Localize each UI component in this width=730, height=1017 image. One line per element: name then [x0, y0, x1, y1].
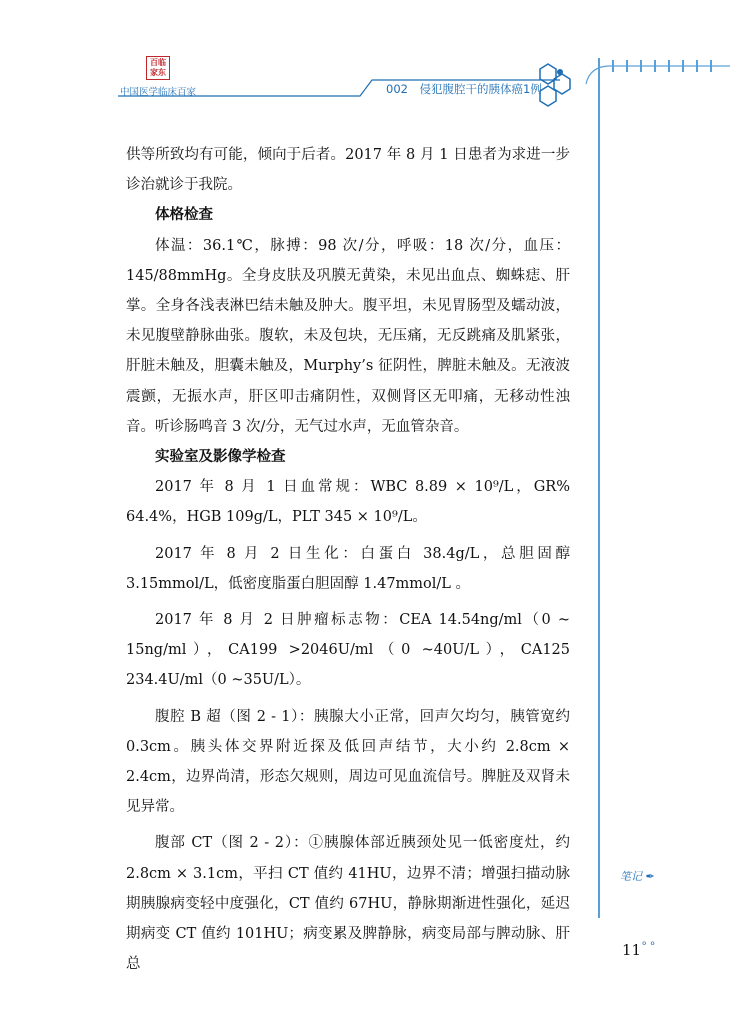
paragraph-continuation: 供等所致均有可能，倾向于后者。2017 年 8 月 1 日患者为求进一步诊治就诊于我院。	[126, 147, 570, 194]
page-body	[126, 140, 570, 979]
paragraph-blood-routine: 2017 年 8 月 1 日血常规：WBC 8.89 × 10⁹/L，GR% 64.4%，HGB 109g/L，PLT 345 × 10⁹/L。	[126, 479, 570, 526]
series-title: 中国医学临床百家	[120, 87, 197, 98]
header-decoration	[0, 0, 730, 110]
paragraph-tumor-markers: 2017 年 8 月 2 日肿瘤标志物：CEA 14.54ng/ml（0 ~ 15ng/ml），CA199 >2046U/ml（0 ~40U/L），CA125 234.4U/ml（0 ~35U/L）。	[126, 612, 570, 689]
notes-label: 笔记	[620, 870, 642, 883]
page-number: 11	[622, 941, 642, 959]
paragraph-ct: 腹部 CT（图 2 - 2）：①胰腺体部近胰颈处见一低密度灶，约 2.8cm × 3.1cm，平扫 CT 值约 41HU，边界不清；增强扫描动脉期胰腺病变轻中度强化，CT 值约 67HU，静脉期渐进性强化，延迟期病变 CT 值约 101HU；病变累及脾静脉，病变局部与脾动脉、肝总	[126, 835, 570, 973]
paragraph-ultrasound: 腹腔 B 超（图 2 - 1）：胰腺大小正常，回声欠均匀，胰管宽约 0.3cm。胰头体交界附近探及低回声结节，大小约 2.8cm × 2.4cm，边界尚清，形态欠规则，周边可见血流信号。脾脏及双肾未见异常。	[126, 708, 570, 816]
chapter-title: 002 侵犯腹腔干的胰体癌1例	[386, 82, 542, 96]
paragraph-physical-exam: 体温：36.1℃，脉搏：98 次/分，呼吸：18 次/分，血压：145/88mmHg。全身皮肤及巩膜无黄染，未见出血点、蜘蛛痣、肝掌。全身各浅表淋巴结未触及肿大。腹平坦，未见胃肠型及蠕动波，未见腹壁静脉曲张。腹软，未及包块，无压痛，无反跳痛及肌紧张，肝脏未触及，胆囊未触及，Murphy’s 征阴性，脾脏未触及。无液波震颤，无振水声，肝区叩击痛阴性，双侧肾区无叩痛，无移动性浊音。听诊肠鸣音 3 次/分，无气过水声，无血管杂音。	[126, 237, 570, 435]
notes-column-divider	[598, 58, 600, 918]
hexagon-decoration-icon	[540, 64, 570, 106]
publisher-logo: 百临家东	[146, 56, 170, 80]
notes-pen-icon: 笔记 ✒	[620, 870, 655, 883]
section-heading-physical-exam: 体格检查	[155, 207, 213, 224]
paragraph-biochemistry: 2017 年 8 月 2 日生化：白蛋白 38.4g/L，总胆固醇 3.15mmol/L，低密度脂蛋白胆固醇 1.47mmol/L 。	[126, 545, 570, 592]
section-heading-lab-imaging: 实验室及影像学检查	[155, 449, 286, 466]
page-number-decoration-icon: ⚬⚬	[640, 939, 657, 950]
